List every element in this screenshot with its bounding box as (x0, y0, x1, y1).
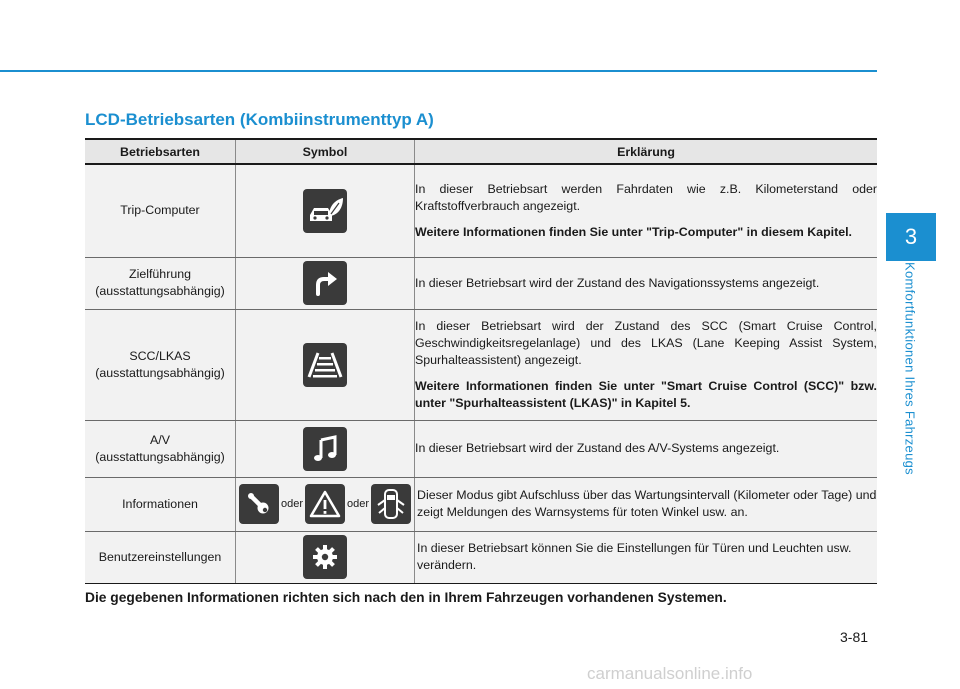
description-text: In dieser Betriebsart können Sie die Einstellungen für Türen und Leuchten usw. verändern. (417, 541, 852, 572)
chapter-tab: 3 (886, 213, 936, 261)
or-label: oder (280, 498, 303, 510)
table-row (85, 257, 877, 309)
top-divider (0, 70, 877, 72)
car-open-doors-icon (371, 484, 411, 524)
header-explanation: Erklärung (415, 139, 878, 164)
table-row (85, 309, 877, 420)
table-row (85, 164, 877, 257)
mode-name-label: Informationen (122, 496, 198, 511)
mode-name (85, 164, 236, 257)
description-text: In dieser Betriebsart wird der Zustand des SCC (Smart Cruise Control, Geschwindigkeitsregelanlage) und des LKAS (Lane Keeping Assist System, Spurhalteassistent) angezeigt. (415, 318, 877, 367)
header-modes: Betriebsarten (85, 139, 236, 164)
mode-symbol (236, 531, 415, 583)
mode-name (85, 477, 236, 531)
mode-symbol (236, 309, 415, 420)
chapter-side-label: Komfortfunktionen Ihres Fahrzeugs (902, 262, 918, 475)
table-row (85, 420, 877, 477)
mode-description (415, 257, 878, 309)
description-reference: Weitere Informationen finden Sie unter "Trip-Computer" in diesem Kapitel. (415, 224, 852, 239)
warning-triangle-icon (305, 484, 345, 524)
wrench-icon (239, 484, 279, 524)
turn-right-arrow-icon (303, 261, 347, 305)
mode-name-qualifier: (ausstattungsabhängig) (95, 365, 225, 380)
or-label: oder (347, 498, 370, 510)
mode-description (415, 420, 878, 477)
lane-road-icon (303, 343, 347, 387)
mode-name-label: Benutzereinstellungen (98, 549, 222, 564)
footnote: Die gegebenen Informationen richten sich nach den in Ihrem Fahrzeugen vorhandenen Systemen. (85, 590, 727, 605)
lcd-modes-table (85, 138, 877, 584)
mode-description (415, 164, 878, 257)
watermark: carmanualsonline.info (587, 664, 753, 683)
mode-name-label: A/V (150, 432, 170, 447)
table-row (85, 531, 877, 583)
description-text: In dieser Betriebsart wird der Zustand des Navigationssystems angezeigt. (415, 275, 820, 290)
mode-symbol (236, 257, 415, 309)
mode-name-label: Zielführung (129, 267, 191, 281)
description-text: In dieser Betriebsart werden Fahrdaten wie z.B. Kilometerstand oder Kraftstoffverbrauch angezeigt. (415, 181, 877, 213)
mode-name-qualifier: (ausstattungsabhängig) (95, 284, 225, 298)
eco-car-leaf-icon (303, 189, 347, 233)
page-number: 3-81 (840, 629, 869, 645)
section-title: LCD-Betriebsarten (Kombiinstrumenttyp A) (85, 110, 434, 129)
mode-name (85, 257, 236, 309)
description-text: In dieser Betriebsart wird der Zustand des A/V-Systems angezeigt. (415, 441, 780, 455)
mode-description (415, 477, 878, 531)
mode-name-qualifier: (ausstattungsabhängig) (95, 449, 225, 464)
mode-name (85, 420, 236, 477)
mode-name-label: SCC/LKAS (129, 348, 191, 363)
mode-description (415, 531, 878, 583)
description-reference: Weitere Informationen finden Sie unter "Smart Cruise Control (SCC)" bzw. unter "Spurhalteassistent (LKAS)" in Kapitel 5. (415, 378, 877, 410)
mode-name (85, 309, 236, 420)
music-note-icon (303, 427, 347, 471)
mode-symbol (236, 164, 415, 257)
mode-symbol (236, 420, 415, 477)
table-row (85, 477, 877, 531)
table-header-row (85, 139, 877, 164)
mode-name-label: Trip-Computer (120, 203, 200, 218)
mode-description (415, 309, 878, 420)
header-symbol: Symbol (236, 139, 415, 164)
mode-symbol (236, 477, 415, 531)
gear-icon (303, 535, 347, 579)
description-text: Dieser Modus gibt Aufschluss über das Wartungsintervall (Kilometer oder Tage) und zeigt Meldungen des Warnsystems für toten Winkel usw. an. (417, 488, 877, 519)
mode-name (85, 531, 236, 583)
